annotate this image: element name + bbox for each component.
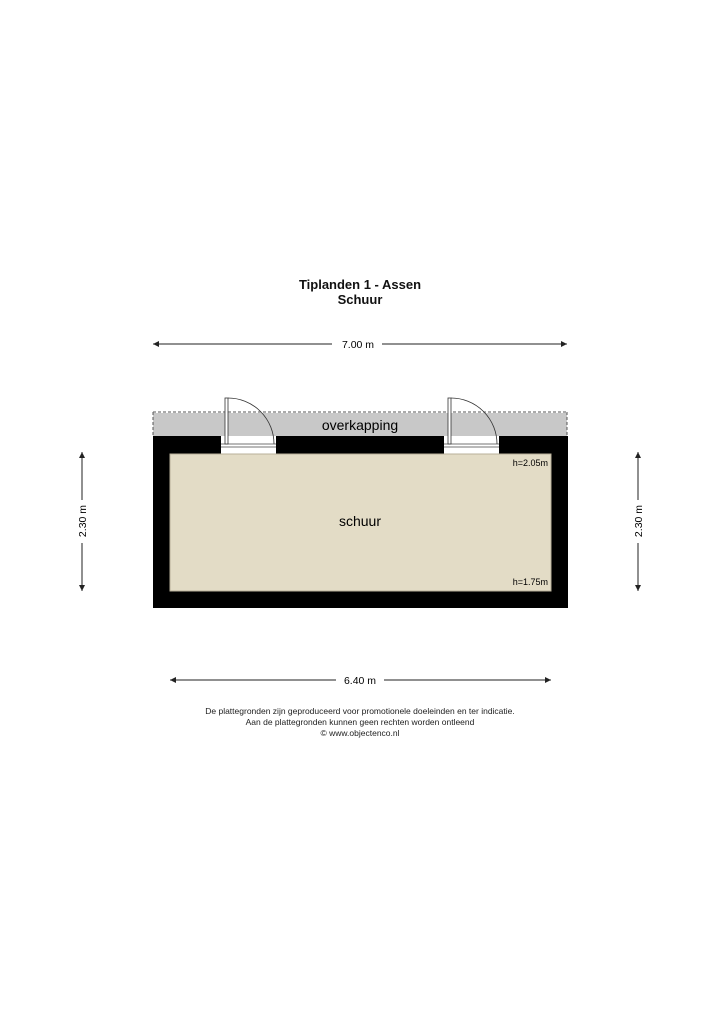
dimension-top [153, 339, 567, 351]
plan-title-address: Tiplanden 1 - Assen [298, 277, 422, 292]
dimension-left-label: 2.30 m [77, 504, 89, 538]
dimension-right-label: 2.30 m [633, 504, 645, 538]
shed-label: schuur [338, 513, 382, 529]
plan-title-building: Schuur [337, 292, 383, 307]
copyright-line: © www.objectenco.nl [320, 728, 400, 738]
canopy-label: overkapping [321, 417, 399, 433]
height-label-high: h=2.05m [512, 458, 548, 468]
door-opening-right [444, 436, 499, 454]
shed-room [170, 454, 551, 591]
dimension-right [633, 452, 645, 591]
disclaimer-line-1: De plattegronden zijn geproduceerd voor promotionele doeleinden en ter indicatie. [205, 706, 515, 716]
height-label-low: h=1.75m [512, 577, 548, 587]
canopy [153, 412, 567, 436]
disclaimer-line-2: Aan de plattegronden kunnen geen rechten worden ontleend [245, 717, 475, 727]
dimension-left [77, 452, 89, 591]
door-opening-left [221, 436, 276, 454]
dimension-bottom [170, 675, 551, 687]
dimension-top-label: 7.00 m [341, 339, 375, 351]
dimension-bottom-label: 6.40 m [343, 675, 377, 687]
